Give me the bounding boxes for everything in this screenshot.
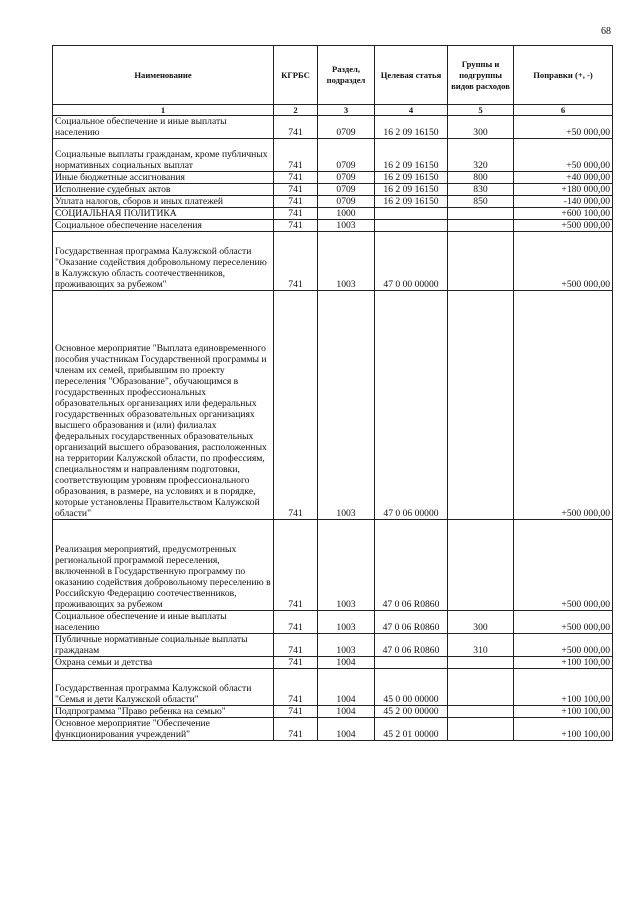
row-amount: +100 100,00 xyxy=(514,706,613,718)
header-section: Раздел, подраздел xyxy=(318,46,375,105)
row-group: 850 xyxy=(448,196,514,208)
table-row xyxy=(53,669,613,706)
header-groups: Группы и подгруппы видов расходов xyxy=(448,46,514,105)
row-amount: +500 000,00 xyxy=(514,520,613,611)
row-kgrbs: 741 xyxy=(274,196,318,208)
row-target xyxy=(375,208,448,220)
table-row xyxy=(53,208,613,220)
table-row xyxy=(53,116,613,139)
row-amount: +100 100,00 xyxy=(514,669,613,706)
row-section: 1003 xyxy=(318,232,375,291)
column-number: 5 xyxy=(448,105,514,116)
row-amount: +600 100,00 xyxy=(514,208,613,220)
row-group: 320 xyxy=(448,139,514,172)
row-group: 800 xyxy=(448,172,514,184)
row-group xyxy=(448,220,514,232)
row-amount: +100 100,00 xyxy=(514,718,613,741)
row-target xyxy=(375,220,448,232)
table-row xyxy=(53,718,613,741)
row-kgrbs: 741 xyxy=(274,657,318,669)
row-section: 1004 xyxy=(318,706,375,718)
header-amendments: Поправки (+, -) xyxy=(514,46,613,105)
row-section: 1003 xyxy=(318,634,375,657)
row-section: 1003 xyxy=(318,520,375,611)
row-kgrbs: 741 xyxy=(274,718,318,741)
row-section: 0709 xyxy=(318,139,375,172)
row-group xyxy=(448,232,514,291)
table-row xyxy=(53,611,613,634)
row-group xyxy=(448,520,514,611)
table-row xyxy=(53,196,613,208)
row-amount: +500 000,00 xyxy=(514,634,613,657)
column-number: 2 xyxy=(274,105,318,116)
table-row xyxy=(53,184,613,196)
row-target: 47 0 06 00000 xyxy=(375,291,448,520)
row-kgrbs: 741 xyxy=(274,172,318,184)
header-target: Целевая статья xyxy=(375,46,448,105)
table-row xyxy=(53,520,613,611)
row-target: 47 0 06 R0860 xyxy=(375,634,448,657)
row-group xyxy=(448,669,514,706)
row-amount: +500 000,00 xyxy=(514,611,613,634)
row-section: 0709 xyxy=(318,116,375,139)
page-number: 68 xyxy=(601,26,611,37)
column-number: 3 xyxy=(318,105,375,116)
row-target: 45 2 01 00000 xyxy=(375,718,448,741)
row-section: 1003 xyxy=(318,611,375,634)
row-name: СОЦИАЛЬНАЯ ПОЛИТИКА xyxy=(53,208,274,220)
row-name: Социальное обеспечение и иные выплаты населению xyxy=(53,116,274,139)
column-number: 6 xyxy=(514,105,613,116)
row-kgrbs: 741 xyxy=(274,706,318,718)
row-section: 0709 xyxy=(318,172,375,184)
row-amount: +50 000,00 xyxy=(514,139,613,172)
row-kgrbs: 741 xyxy=(274,220,318,232)
row-target: 45 0 00 00000 xyxy=(375,669,448,706)
row-target: 16 2 09 16150 xyxy=(375,116,448,139)
row-name: Уплата налогов, сборов и иных платежей xyxy=(53,196,274,208)
row-kgrbs: 741 xyxy=(274,520,318,611)
column-number-row xyxy=(53,105,613,116)
row-name: Основное мероприятие "Обеспечение функционирования учреждений" xyxy=(53,718,274,741)
row-group xyxy=(448,706,514,718)
row-amount: +180 000,00 xyxy=(514,184,613,196)
row-group xyxy=(448,291,514,520)
row-amount: +500 000,00 xyxy=(514,232,613,291)
row-target xyxy=(375,657,448,669)
row-group: 300 xyxy=(448,116,514,139)
row-target: 47 0 06 R0860 xyxy=(375,611,448,634)
row-amount: +500 000,00 xyxy=(514,220,613,232)
budget-amendments-table xyxy=(52,45,613,741)
row-kgrbs: 741 xyxy=(274,611,318,634)
row-name: Социальное обеспечение и иные выплаты населению xyxy=(53,611,274,634)
table-row xyxy=(53,706,613,718)
table-row xyxy=(53,139,613,172)
row-name: Реализация мероприятий, предусмотренных региональной программой переселения, включенной в Государственную программу по оказанию содействия добровольному переселению в Российскую Федерацию соотечественников, проживающих за рубежом xyxy=(53,520,274,611)
row-name: Социальное обеспечение населения xyxy=(53,220,274,232)
table-row xyxy=(53,657,613,669)
row-amount: -140 000,00 xyxy=(514,196,613,208)
row-section: 0709 xyxy=(318,184,375,196)
table-row xyxy=(53,291,613,520)
row-kgrbs: 741 xyxy=(274,208,318,220)
row-group xyxy=(448,208,514,220)
table-row xyxy=(53,220,613,232)
row-section: 1000 xyxy=(318,208,375,220)
row-amount: +100 100,00 xyxy=(514,657,613,669)
row-target: 16 2 09 16150 xyxy=(375,172,448,184)
row-kgrbs: 741 xyxy=(274,116,318,139)
row-name: Подпрограмма "Право ребенка на семью" xyxy=(53,706,274,718)
row-group xyxy=(448,657,514,669)
row-name: Основное мероприятие "Выплата единовременного пособия участникам Государственной программы и членам их семей, прибывшим по проекту переселения "Образование", обучающимся в государственных профессиональных образовательных организациях или федеральных государственных образовательных организациях высшего образования и (или) филиалах федеральных государственных образовательных организаций высшего образования, расположенных на территории Калужской области, по профессиям, специальностям и направлениям подготовки, соответствующим уровням профессионального образования, в размере, на условиях и в порядке, которые установлены Правительством Калужской области" xyxy=(53,291,274,520)
row-name: Социальные выплаты гражданам, кроме публичных нормативных социальных выплат xyxy=(53,139,274,172)
row-kgrbs: 741 xyxy=(274,634,318,657)
row-name: Государственная программа Калужской области "Семья и дети Калужской области" xyxy=(53,669,274,706)
row-section: 1003 xyxy=(318,291,375,520)
header-name: Наименование xyxy=(53,46,274,105)
row-group: 300 xyxy=(448,611,514,634)
row-section: 1003 xyxy=(318,220,375,232)
row-kgrbs: 741 xyxy=(274,669,318,706)
row-amount: +40 000,00 xyxy=(514,172,613,184)
table-header-row xyxy=(53,46,613,105)
row-group: 830 xyxy=(448,184,514,196)
row-kgrbs: 741 xyxy=(274,232,318,291)
row-name: Иные бюджетные ассигнования xyxy=(53,172,274,184)
row-section: 0709 xyxy=(318,196,375,208)
row-kgrbs: 741 xyxy=(274,184,318,196)
row-name: Охрана семьи и детства xyxy=(53,657,274,669)
table-row xyxy=(53,172,613,184)
header-kgrbs: КГРБС xyxy=(274,46,318,105)
column-number: 1 xyxy=(53,105,274,116)
row-kgrbs: 741 xyxy=(274,139,318,172)
row-section: 1004 xyxy=(318,657,375,669)
row-kgrbs: 741 xyxy=(274,291,318,520)
row-amount: +500 000,00 xyxy=(514,291,613,520)
row-name: Государственная программа Калужской области "Оказание содействия добровольному переселению в Калужскую область соотечественников, проживающих за рубежом" xyxy=(53,232,274,291)
row-section: 1004 xyxy=(318,669,375,706)
column-number: 4 xyxy=(375,105,448,116)
row-target: 45 2 00 00000 xyxy=(375,706,448,718)
row-name: Исполнение судебных актов xyxy=(53,184,274,196)
row-group: 310 xyxy=(448,634,514,657)
table-row xyxy=(53,232,613,291)
table-row xyxy=(53,634,613,657)
row-name: Публичные нормативные социальные выплаты гражданам xyxy=(53,634,274,657)
row-amount: +50 000,00 xyxy=(514,116,613,139)
row-target: 16 2 09 16150 xyxy=(375,184,448,196)
row-target: 47 0 06 R0860 xyxy=(375,520,448,611)
row-target: 16 2 09 16150 xyxy=(375,139,448,172)
row-target: 16 2 09 16150 xyxy=(375,196,448,208)
row-section: 1004 xyxy=(318,718,375,741)
row-target: 47 0 00 00000 xyxy=(375,232,448,291)
row-group xyxy=(448,718,514,741)
